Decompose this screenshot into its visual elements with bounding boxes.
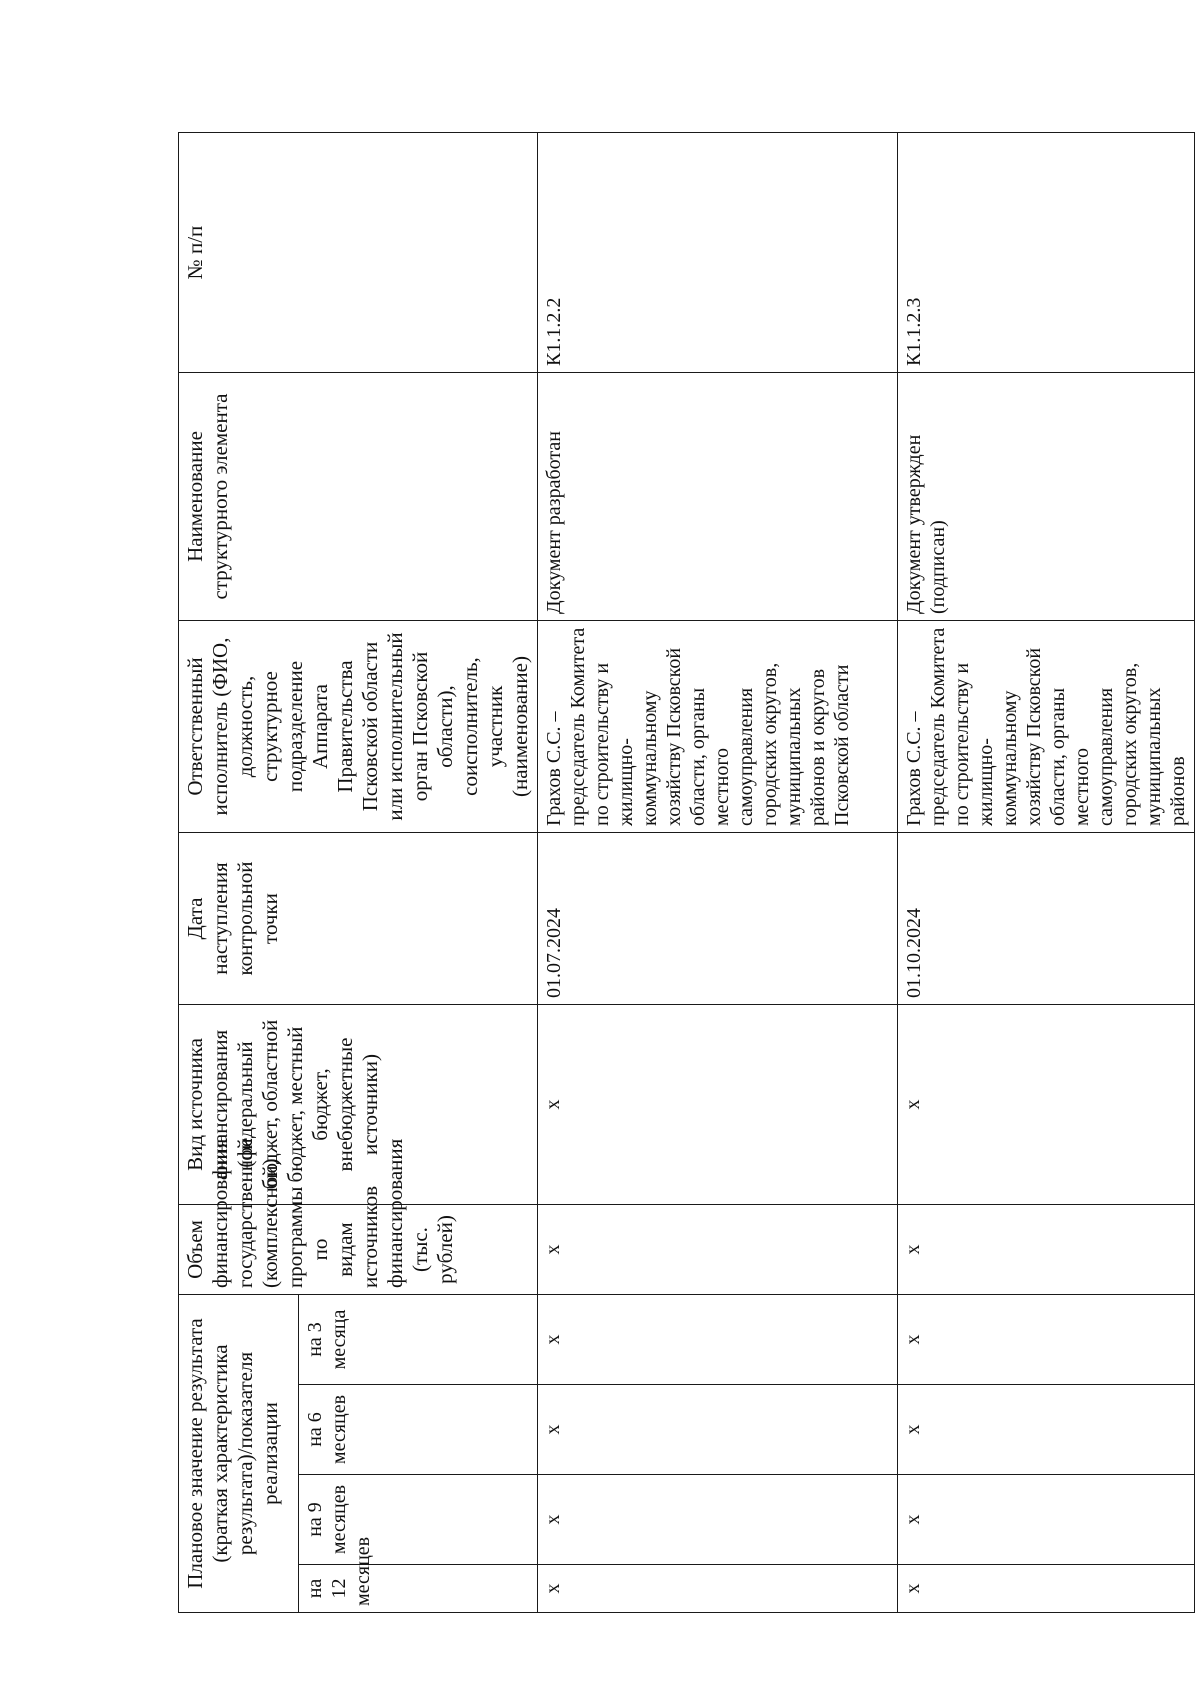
table-row xyxy=(538,133,898,1613)
header-m3: на 3 месяца xyxy=(298,1295,537,1385)
row1-m9: x xyxy=(538,1475,898,1565)
header-date: Дата наступления контрольной точки xyxy=(179,833,538,1005)
header-volume: Объем финансирования государственной (комплексной) программы по видам источников финансирования (тыс. рублей) xyxy=(179,1205,538,1295)
header-m12: на 12 месяцев xyxy=(298,1565,537,1613)
row2-m9: x xyxy=(898,1475,1195,1565)
header-responsible: Ответственный исполнитель (ФИО, должность, структурное подразделение Аппарата Правительства Псковской области или исполнительный орган Псковской области), соисполнитель, участник (наименование) xyxy=(179,621,538,833)
row2-m3: x xyxy=(898,1295,1195,1385)
row2-num: К1.1.2.3 xyxy=(898,133,1195,373)
row1-num: К1.1.2.2 xyxy=(538,133,898,373)
header-name: Наименование структурного элемента xyxy=(179,373,538,621)
row1-m3: x xyxy=(538,1295,898,1385)
rotated-page xyxy=(178,133,1189,1613)
row2-date: 01.10.2024 xyxy=(898,833,1195,1005)
header-m6: на 6 месяцев xyxy=(298,1385,537,1475)
row1-m12: x xyxy=(538,1565,898,1613)
row1-source: x xyxy=(538,1005,898,1205)
header-m9: на 9 месяцев xyxy=(298,1475,537,1565)
row2-name: Документ утвержден (подписан) xyxy=(898,373,1195,621)
row2-volume: x xyxy=(898,1205,1195,1295)
row1-volume: x xyxy=(538,1205,898,1295)
plan-table xyxy=(178,132,1195,1613)
row1-date: 01.07.2024 xyxy=(538,833,898,1005)
row1-name: Документ разработан xyxy=(538,373,898,621)
row2-m6: x xyxy=(898,1385,1195,1475)
row1-responsible: Грахов С.С. – председатель Комитета по строительству и жилищно-коммунальному хозяйству Псковской области, органы местного самоуправления городских округов, муниципальных районов и округов Псковской области xyxy=(538,621,898,833)
row2-responsible: Грахов С.С. – председатель Комитета по строительству и жилищно-коммунальному хозяйству Псковской области, органы местного самоуправления городских округов, муниципальных районов xyxy=(898,621,1195,833)
header-num: № п/п xyxy=(179,133,538,373)
table-row xyxy=(898,133,1195,1613)
header-row-top xyxy=(179,133,299,1613)
row1-m6: x xyxy=(538,1385,898,1475)
row2-m12: x xyxy=(898,1565,1195,1613)
header-source: Вид источника финансирования (федеральный бюджет, областной бюджет, местный бюджет, внебюджетные источники) xyxy=(179,1005,538,1205)
row2-source: x xyxy=(898,1005,1195,1205)
header-plan: Плановое значение результата (краткая характеристика результата)/показателя реализации xyxy=(179,1295,299,1613)
